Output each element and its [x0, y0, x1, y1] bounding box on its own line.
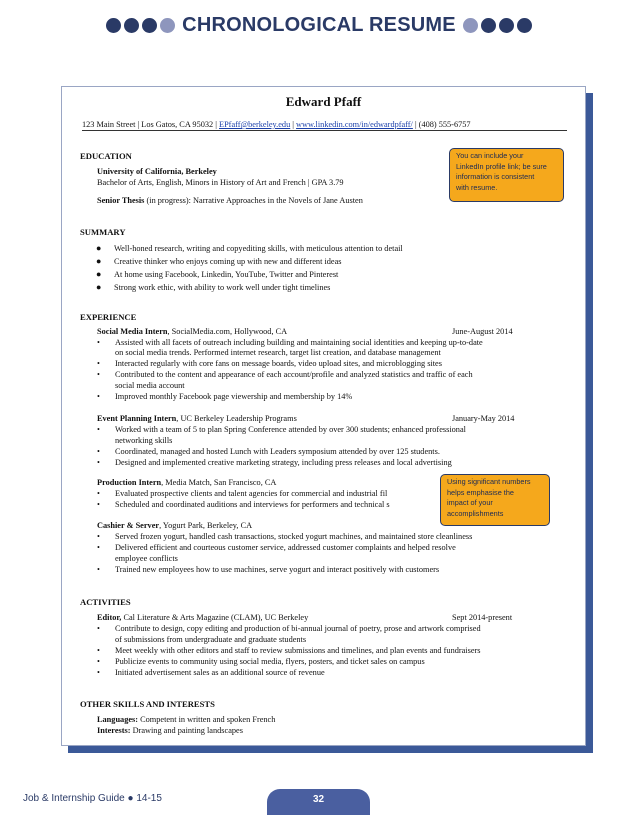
summary-item: ● Well-honed research, writing and copyediting skills, with meticulous attention to detail [96, 243, 403, 253]
summary-item: ● At home using Facebook, Linkedin, YouTube, Twitter and Pinterest [96, 269, 339, 279]
contact-phone: | (408) 555-6757 [412, 120, 471, 129]
contact-separator: | [290, 120, 297, 129]
dot-decoration [106, 18, 121, 33]
job-title-line: Social Media Intern, SocialMedia.com, Hollywood, CA [97, 327, 288, 336]
linkedin-tip-callout: You can include your LinkedIn profile link; be sure information is consistent with resume. [449, 148, 564, 202]
job-bullet-continuation: social media account [115, 381, 185, 390]
summary-item: ● Strong work ethic, with ability to work well under tight timelines [96, 282, 331, 292]
resume-name: Edward Pfaff [285, 94, 362, 109]
numbers-tip-callout: Using significant numbers helps emphasise the impact of your accomplishments [440, 474, 550, 526]
email-link[interactable]: EPfaff@berkeley.edu [219, 120, 291, 129]
summary-heading: SUMMARY [80, 227, 126, 237]
experience-heading: EXPERIENCE [80, 312, 137, 322]
job-bullet: • Scheduled and coordinated auditions and interviews for performers and technical s [97, 500, 390, 509]
dot-decoration [463, 18, 478, 33]
page-title: CHRONOLOGICAL RESUME [182, 13, 456, 36]
activity-bullet-continuation: of submissions from undergraduate and graduate students [115, 635, 307, 644]
job-title-line: Event Planning Intern, UC Berkeley Leadership Programs [97, 414, 297, 423]
footer-guide-title: Job & Internship Guide ● 14-15 [23, 793, 162, 804]
school-name: University of California, Berkeley [97, 167, 217, 176]
activities-heading: ACTIVITIES [80, 597, 131, 607]
education-thesis [97, 196, 363, 205]
education-degree: Bachelor of Arts, English, Minors in History of Art and French | GPA 3.79 [97, 178, 344, 187]
job-date: January-May 2014 [452, 414, 515, 423]
dot-decoration [481, 18, 496, 33]
dot-decoration [124, 18, 139, 33]
job-bullet: • Contributed to the content and appearance of each account/profile and analyzed statistics and traffic of each [97, 370, 473, 379]
contact-address: 123 Main Street | Los Gatos, CA 95032 | [82, 120, 219, 129]
activity-title-line: Editor, Cal Literature & Arts Magazine (CLAM), UC Berkeley [97, 613, 309, 622]
dot-decoration [499, 18, 514, 33]
job-bullet: • Coordinated, managed and hosted Lunch with Leaders symposium attended by over 125 students. [97, 447, 440, 456]
dot-decoration [142, 18, 157, 33]
activity-date: Sept 2014-present [452, 613, 513, 622]
activity-bullet: • Meet weekly with other editors and staff to review submissions and timelines, and plan events and fundraisers [97, 646, 481, 655]
page-header [0, 10, 638, 40]
skills-heading: OTHER SKILLS AND INTERESTS [80, 699, 215, 709]
job-bullet: • Served frozen yogurt, handled cash transactions, stocked yogurt machines, and maintained store cleanliness [97, 532, 473, 541]
job-title-line: Production Intern, Media Match, San Francisco, CA [97, 478, 277, 487]
job-bullet: • Trained new employees how to use machines, serve yogurt and interact positively with customers [97, 565, 440, 574]
education-school [97, 167, 217, 176]
activity-bullet: • Publicize events to community using social media, flyers, posters, and ticket sales on campus [97, 657, 425, 666]
job-bullet: • Delivered efficient and courteous customer service, addressed customer complaints and helped resolve [97, 543, 456, 552]
thesis-label: Senior Thesis [97, 196, 145, 205]
job-bullet-continuation: networking skills [115, 436, 173, 445]
thesis-text: (in progress): Narrative Approaches in the Novels of Jane Austen [144, 196, 363, 205]
job-bullet: • Worked with a team of 5 to plan Spring Conference attended by over 300 students; enhanced professional [97, 425, 466, 434]
job-title-line: Cashier & Server, Yogurt Park, Berkeley, CA [97, 521, 253, 530]
education-heading: EDUCATION [80, 151, 132, 161]
activity-bullet: • Contribute to design, copy editing and production of bi-annual journal of poetry, prose and artwork comprised [97, 624, 481, 633]
dot-decoration [517, 18, 532, 33]
job-bullet-continuation: on social media trends. Performed internet research, target list creation, and database management [115, 348, 441, 357]
skills-interests: Interests: Drawing and painting landscapes [97, 726, 243, 735]
job-bullet: • Designed and implemented creative marketing strategy, including press releases and local advertising [97, 458, 452, 467]
skills-languages: Languages: Competent in written and spoken French [97, 715, 276, 724]
job-bullet: • Assisted with all facets of outreach including building and maintaining social identities and keeping up-to-date [97, 338, 483, 347]
page-number: 32 [267, 789, 370, 815]
contact-line [82, 120, 567, 131]
job-bullet: • Improved monthly Facebook page viewership and membership by 14% [97, 392, 353, 401]
job-date: June-August 2014 [452, 327, 513, 336]
job-bullet: • Interacted regularly with core fans on message boards, video upload sites, and microblogging sites [97, 359, 442, 368]
job-bullet: • Evaluated prospective clients and talent agencies for commercial and industrial fil [97, 489, 388, 498]
activity-bullet: • Initiated advertisement sales as an additional source of revenue [97, 668, 325, 677]
dot-decoration [160, 18, 175, 33]
linkedin-link[interactable]: www.linkedin.com/in/edwardpfaff/ [296, 120, 413, 129]
summary-item: ● Creative thinker who enjoys coming up with new and different ideas [96, 256, 342, 266]
job-bullet-continuation: employee conflicts [115, 554, 178, 563]
